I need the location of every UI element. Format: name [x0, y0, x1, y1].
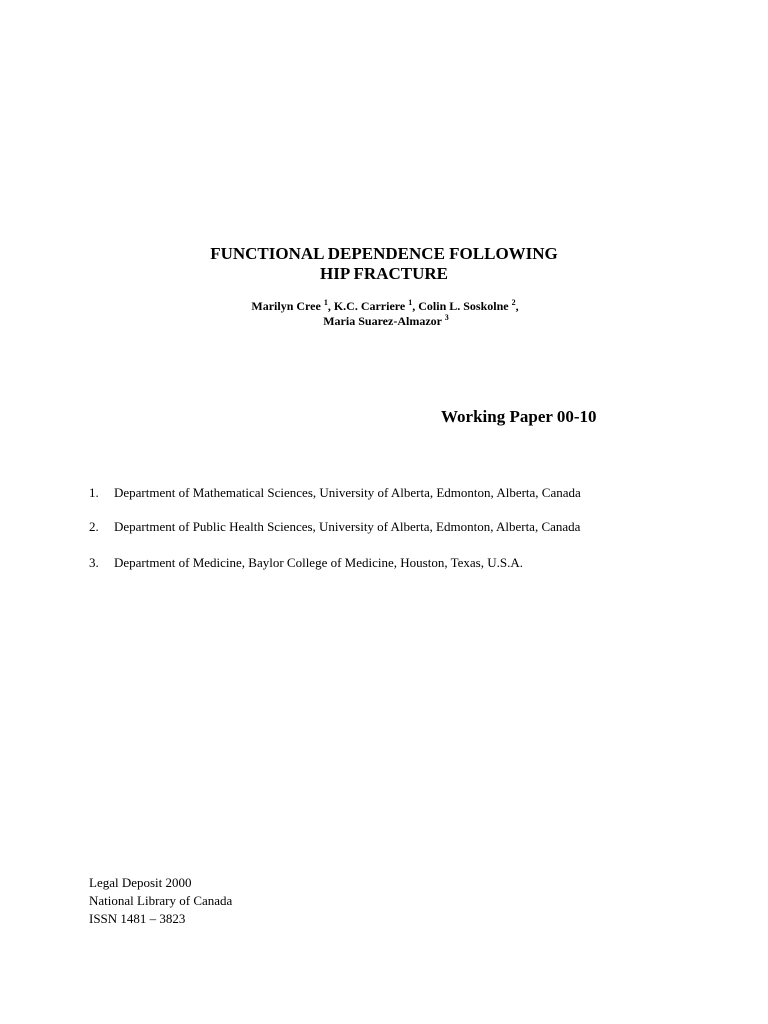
author-line-1: Marilyn Cree $^1$, K.C. Carriere $^1$, Colin L. Soskolne $^2$,: [251, 298, 519, 313]
library-line: National Library of Canada: [89, 893, 233, 908]
affiliation-item: [89, 518, 581, 535]
affiliation-item: [89, 484, 581, 501]
affiliation-list: [89, 484, 581, 571]
title-line-2: HIP FRACTURE: [320, 264, 448, 283]
working-paper-number: Working Paper 00-10: [441, 407, 597, 426]
author-list: [0, 299, 768, 329]
author-affiliation-marker: 1: [323, 298, 328, 307]
author-name: Marilyn Cree: [251, 299, 321, 313]
author-name: K.C. Carriere: [333, 299, 406, 313]
document-title: [0, 244, 768, 284]
affiliation-item: [89, 554, 581, 571]
author-affiliation-marker: 2: [511, 298, 516, 307]
affiliation-text: Department of Mathematical Sciences, University of Alberta, Edmonton, Alberta, Canada: [114, 485, 581, 500]
author-name: Colin L. Soskolne: [418, 299, 509, 313]
legal-deposit-block: [89, 874, 232, 928]
issn-line: ISSN 1481 – 3823: [89, 911, 186, 926]
affiliation-text: Department of Public Health Sciences, University of Alberta, Edmonton, Alberta, Canada: [114, 519, 581, 534]
affiliation-number: 3.: [89, 555, 99, 570]
title-line-1: FUNCTIONAL DEPENDENCE FOLLOWING: [210, 244, 558, 263]
author-affiliation-marker: 3: [444, 313, 449, 322]
author-name: Maria Suarez-Almazor: [323, 314, 442, 328]
affiliation-text: Department of Medicine, Baylor College of Medicine, Houston, Texas, U.S.A.: [114, 555, 523, 570]
author-affiliation-marker: 1: [408, 298, 413, 307]
legal-deposit-line: Legal Deposit 2000: [89, 875, 192, 890]
affiliation-number: 1.: [89, 485, 99, 500]
affiliation-number: 2.: [89, 519, 99, 534]
author-line-2: [0, 314, 768, 329]
